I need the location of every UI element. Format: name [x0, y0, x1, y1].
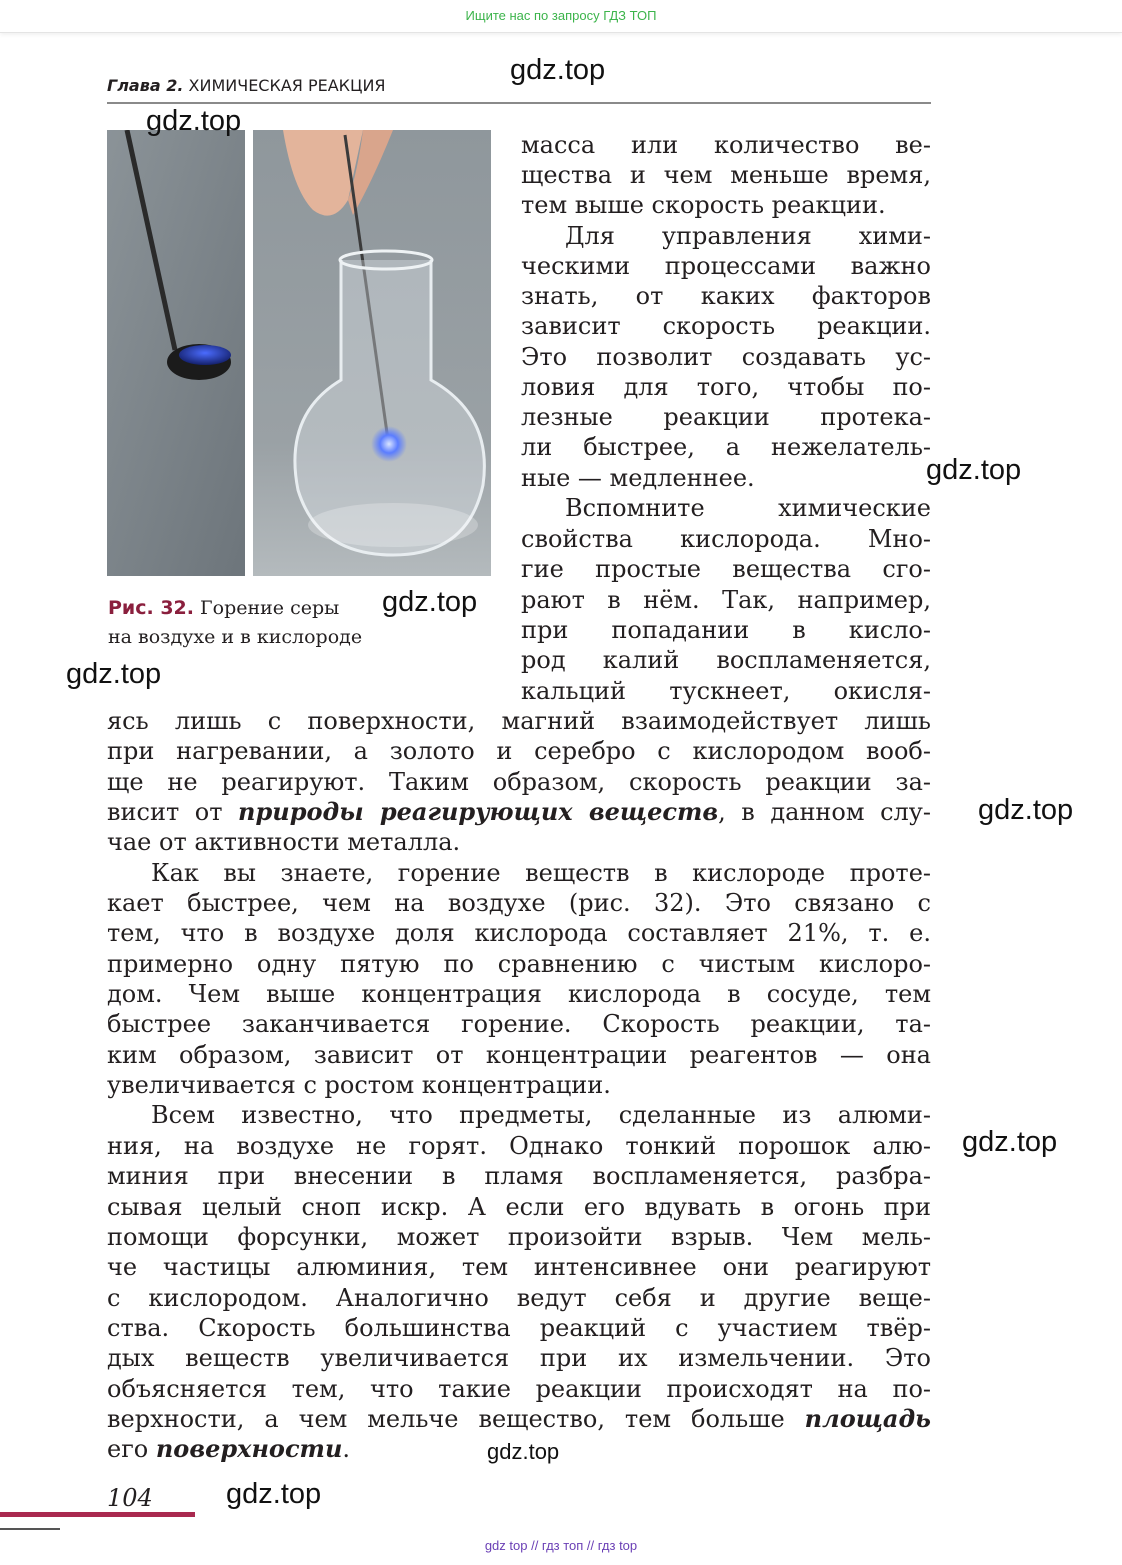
- watermark: gdz.top: [926, 454, 1022, 486]
- text-line: ще не реагируют. Таким образом, скорость реакции за-: [107, 768, 931, 796]
- text-line: гие простые вещества сго-: [521, 555, 931, 583]
- text-line: дом. Чем выше концентрация кислорода в сосуде, тем: [107, 980, 931, 1008]
- text-line: знать, от каких факторов: [521, 282, 931, 310]
- text-line: щества и чем меньше время,: [521, 161, 931, 189]
- text-line: кает быстрее, чем на воздухе (рис. 32). Это связано с: [107, 889, 931, 917]
- text-line: тем выше скорость реакции.: [521, 191, 886, 219]
- emphasis: природы реагирующих веществ: [238, 797, 719, 826]
- caption-line-2: на воздухе и в кислороде: [108, 626, 363, 648]
- page-number: 104: [107, 1484, 153, 1512]
- text-line: быстрее заканчивается горение. Скорость реакции, та-: [107, 1010, 931, 1038]
- text-line: увеличивается с ростом концентрации.: [107, 1071, 611, 1099]
- text-line: ли быстрее, а нежелатель-: [521, 433, 931, 461]
- text-line-mixed: верхности, а чем мельче вещество, тем больше площадь: [107, 1404, 931, 1433]
- text-line: масса или количество ве-: [521, 131, 931, 159]
- watermark: gdz.top: [146, 105, 242, 137]
- chapter-number: Глава 2.: [107, 76, 184, 95]
- watermark: gdz.top: [66, 658, 162, 690]
- text-line-mixed: его поверхности.: [107, 1434, 351, 1463]
- text-line-mixed: висит от природы реагирующих веществ, в данном слу-: [107, 797, 931, 826]
- text-line: объясняется тем, что такие реакции происходят на по-: [107, 1375, 931, 1403]
- watermark: gdz.top: [226, 1478, 322, 1510]
- text-line: свойства кислорода. Мно-: [521, 525, 931, 553]
- chapter-title: ХИМИЧЕСКАЯ РЕАКЦИЯ: [188, 76, 386, 95]
- text-line: Для управления хими-: [565, 222, 931, 250]
- figure-photo-air: [107, 130, 245, 576]
- text-line: ные — медленнее.: [521, 464, 755, 492]
- text-line: чае от активности металла.: [107, 828, 461, 856]
- text-line: лезные реакции протека-: [521, 403, 931, 431]
- page-accent-bar: [0, 1512, 195, 1517]
- text-line: ния, на воздухе не горят. Однако тонкий порошок алю-: [107, 1132, 931, 1160]
- text-line: род калий воспламеняется,: [521, 646, 931, 674]
- text-line: при нагревании, а золото и серебро с кислородом вооб-: [107, 737, 931, 765]
- text-line: тем, что в воздухе доля кислорода составляет 21%, т. е.: [107, 919, 931, 947]
- figure-label: Рис. 32.: [108, 597, 194, 619]
- text-line: с кислородом. Аналогично ведут себя и другие веще-: [107, 1284, 931, 1312]
- text-line: Как вы знаете, горение веществ в кислороде проте-: [151, 859, 931, 887]
- text-line: ловия для того, чтобы по-: [521, 373, 931, 401]
- text-line: ясь лишь с поверхности, магний взаимодействует лишь: [107, 707, 931, 735]
- top-banner[interactable]: Ищите нас по запросу ГДЗ ТОП: [0, 0, 1122, 33]
- text-line: при попадании в кисло-: [521, 616, 931, 644]
- text-line: зависит скорость реакции.: [521, 312, 931, 340]
- text-line: Это позволит создавать ус-: [521, 343, 931, 371]
- figure-photo-oxygen: [253, 130, 491, 576]
- text-line: помощи форсунки, может произойти взрыв. Чем мель-: [107, 1223, 931, 1251]
- text-line: ким образом, зависит от концентрации реагентов — она: [107, 1041, 931, 1069]
- text-line: сывая целый сноп искр. А если его вдувать в огонь при: [107, 1193, 931, 1221]
- text-line: Вспомните химические: [565, 494, 931, 522]
- text-line: дых веществ увеличивается при их измельчении. Это: [107, 1344, 931, 1372]
- emphasis: площадь: [804, 1404, 931, 1433]
- page-divider: [0, 1528, 60, 1530]
- text-line: рают в нём. Так, например,: [521, 586, 931, 614]
- footer-links[interactable]: gdz top // гдз топ // гдз top: [484, 1538, 638, 1553]
- text-line: примерно одну пятую по сравнению с чистым кислоро-: [107, 950, 931, 978]
- text-line: ческими процессами важно: [521, 252, 931, 280]
- text-line: кальций тускнеет, окисля-: [521, 677, 931, 705]
- watermark: gdz.top: [510, 54, 606, 86]
- watermark: gdz.top: [962, 1126, 1058, 1158]
- text-line: Всем известно, что предметы, сделанные из алюми-: [151, 1101, 931, 1129]
- text-line: че частицы алюминия, тем интенсивнее они реагируют: [107, 1253, 931, 1281]
- watermark: gdz.top: [978, 794, 1074, 826]
- text-line: ства. Скорость большинства реакций с участием твёр-: [107, 1314, 931, 1342]
- caption-line-1: Горение серы: [200, 597, 340, 619]
- watermark: gdz.top: [382, 586, 478, 618]
- watermark: gdz.top: [487, 1439, 560, 1464]
- emphasis: поверхности: [155, 1434, 343, 1463]
- text-line: миния при внесении в пламя воспламеняется, разбра-: [107, 1162, 931, 1190]
